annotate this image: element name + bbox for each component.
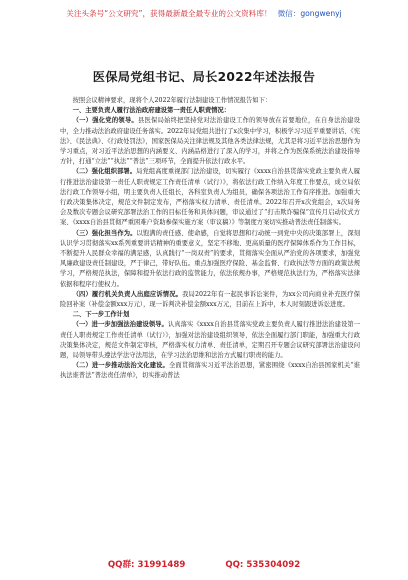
paragraph-lead: （二）进一步推动法治文化建设。 (72, 362, 169, 370)
paragraph-lead: （一）强化党的领导。 (72, 117, 138, 125)
paragraph-text: 一、主要负责人履行法治政府建设第一责任人职责情况： (72, 107, 231, 115)
body-paragraph (60, 361, 360, 381)
paragraph-lead: （一）进一步加强法治建设领导。 (72, 321, 168, 329)
body-paragraph (60, 167, 360, 228)
paragraph-text: 局党组高度重视部门法治建设，切实履行《xxxx自治县贯落实党政主要负责人履行推进法治建设第一责任人职责规定工作责任清单（试行）》，将依法行政工作纳入年度工作要点，成立局依法行政工作领导小组，明主要负责人任组长，各科室负责人为组员，确保各项法治工作有序推进。加强重大行政决策集体决定，规范文件制定发布，严格落实权力清单、责任清单。2022年召开x次党组会，x次局务会及数次专题会议研究部署法治工作的目标任务和具体问题，审议通过了“打击欺诈骗保”宣传月启动仪式方案、《xxxx自治县贯彻严重困难户资助参保实施方案（审议稿）》等制度方案切实推动普法责任制落实。 (60, 168, 361, 227)
section-heading (60, 310, 360, 320)
paragraph-text: 我局2022年有一起民事诉讼案件，为xx公司向商业补充医疗保险回补案（补偿金额xxx万元），现一诉判决补偿金额xxx万元，目前在上诉中，本人时刻跟进诉讼进度。 (60, 290, 360, 309)
paragraph-text: 县医保局始终把坚持党对法治建设工作的领导放在首要地位，在自身法治建设中，全力推动法治政府建设任务落实。2022年局党组共进行了x次集中学习，积极学习习近平重要讲话、《宪法》、《民法典》、《行政处罚法》，国家医保局关注律法规及其他各类法律法规，尤其是将习近平法治思想作为学习重点，对习近平法治思想的内涵要义、内涵品格进行了深入的学习，并将之作为医保系统法治建设指导方针，打通“立法”“执法”“普法”三项环节，全面提升依法行政水平。 (60, 117, 361, 166)
body-paragraph (60, 290, 360, 310)
paragraph-lead: （四）履行机关负责人出庭应诉情况。 (72, 290, 183, 298)
paragraph-text: 认真落实《xxxx自治县贯落实党政主要负责人履行推进法治建设第一责任人职责规定工作责任清单（试行）》，加强对法治建设组织领导，依法全面履行部门职能，加强重大行政决策集体决定，规范文件制定审核，严格落实权力清单、责任清单，定期召开专题会议研究部署法治建设问题，局领导带头遵法学法守法用法，在学习法治思维和法治方式履行职责的能力。 (60, 321, 361, 360)
footer-qq-group: QQ群: 31991489 (107, 560, 186, 570)
contact-footer (0, 558, 408, 570)
paragraph-lead: （三）强化担当作为。 (72, 229, 137, 237)
banner-wechat: 微信：gongwenyj (277, 9, 342, 18)
document-title: 医保局党组书记、局长2022年述法报告 (92, 70, 316, 84)
paragraph-text: 以饱满的责任感、使命感，自觉将思想和行动统一到党中央的决策部署上，深刻认识学习贯彻落实xx系列重要讲话精神的重要意义，坚定不移地、更高质量的医疗保障体系作为工作目标，不断提升人民群众幸福的满足感，认真践行“一岗双责”的要求，贯彻落实全面从严治党的各项要求，加强党风廉政建设责任制建设，严于律己，带好队伍。重点加强医疗保险、基金监督、行政执法等方面的政策法规学习，严格规范执法，保障和提升依法行政的监管能力，依法依规办事，严格规范执法行为，严格落实法律依据和程序行使权力。 (60, 229, 361, 288)
body-paragraph (60, 229, 360, 290)
paragraph-text: 全面贯彻落实习近平法治思想，紧密围绕《xxxx自治县国家机关“谁执法谁普法”普法责任清单》，切实推动普法 (60, 362, 360, 380)
paragraph-text: 二、下一步工作计划 (72, 311, 130, 319)
body-paragraph (60, 96, 360, 106)
promo-banner (0, 8, 408, 19)
paragraph-lead: （二）强化组织部署。 (72, 168, 137, 176)
paragraph-text: 按照会议精神要求，现将个人2022年履行法制建设工作情况报告如下： (72, 97, 272, 104)
body-paragraph (60, 116, 360, 167)
document-body (60, 96, 360, 382)
section-heading (60, 106, 360, 116)
body-paragraph (60, 320, 360, 361)
banner-notice: 关注头条号“公文研究”，获得最新最全最专业的公文资料库！ (66, 9, 272, 18)
footer-qq: QQ: 535304092 (225, 560, 301, 570)
